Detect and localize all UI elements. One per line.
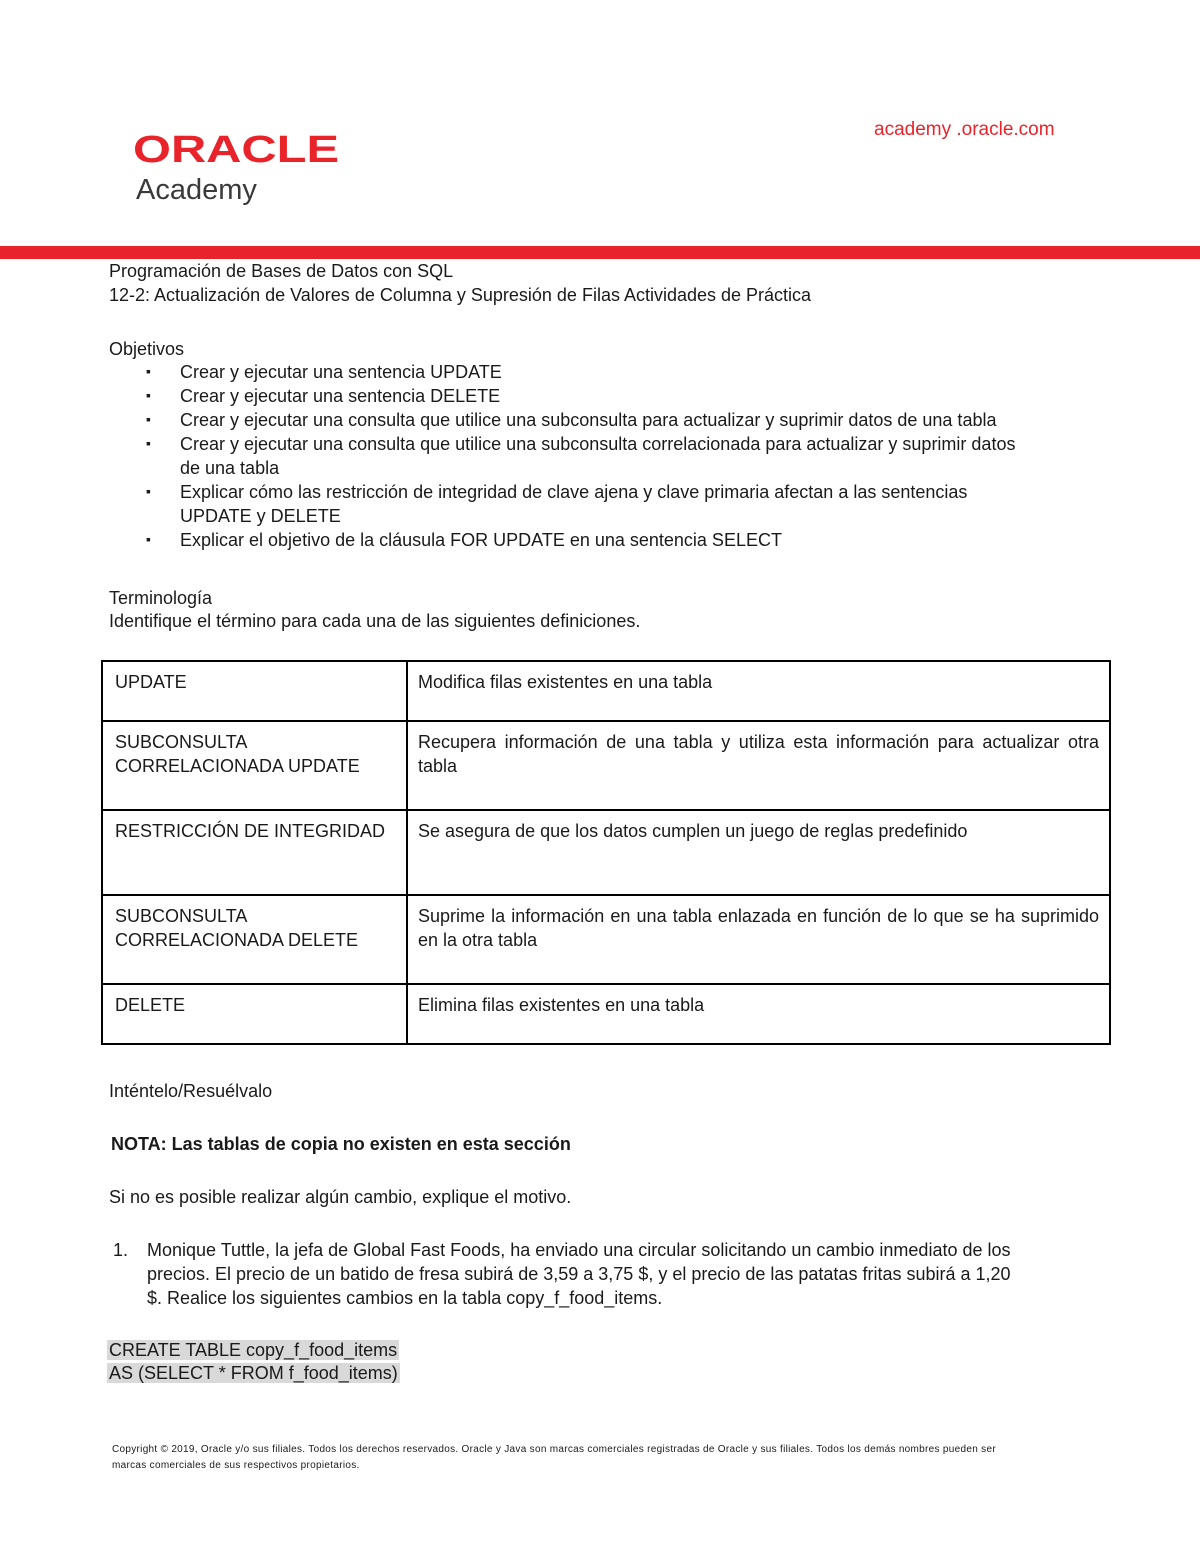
- terminology-table: [101, 660, 1111, 1045]
- table-row: [102, 895, 1110, 984]
- definition-cell: Elimina filas existentes en una tabla: [407, 984, 1110, 1044]
- practice-heading: Inténtelo/Resuélvalo: [109, 1081, 273, 1101]
- copyright-line: marcas comerciales de sus respectivos propietarios.: [112, 1460, 360, 1471]
- objective-item: Explicar el objetivo de la cláusula FOR UPDATE en una sentencia SELECT: [180, 530, 782, 550]
- oracle-logo-word: ORACLE: [133, 131, 339, 171]
- definition-cell: Modifica filas existentes en una tabla: [407, 661, 1110, 721]
- term-answer-cell[interactable]: SUBCONSULTA CORRELACIONADA DELETE: [102, 895, 407, 984]
- table-row: [102, 721, 1110, 810]
- term-answer-cell[interactable]: RESTRICCIÓN DE INTEGRIDAD: [102, 810, 407, 895]
- objective-item: Crear y ejecutar una consulta que utilice una subconsulta correlacionada para actualizar y suprimir datos: [180, 434, 1016, 454]
- terminology-instruction: Identifique el término para cada una de las siguientes definiciones.: [109, 611, 641, 631]
- practice-instruction: Si no es posible realizar algún cambio, explique el motivo.: [109, 1187, 572, 1207]
- lesson-title: 12-2: Actualización de Valores de Columna y Supresión de Filas Actividades de Práctica: [109, 285, 812, 305]
- objective-item-continued: UPDATE y DELETE: [180, 506, 341, 526]
- note-text: NOTA: Las tablas de copia no existen en esta sección: [111, 1134, 571, 1154]
- definition-cell: Recupera información de una tabla y utiliza esta información para actualizar otra tabla: [407, 721, 1110, 810]
- objective-item: Crear y ejecutar una sentencia UPDATE: [180, 362, 502, 382]
- table-row: [102, 810, 1110, 895]
- objective-item: Crear y ejecutar una consulta que utilice una subconsulta para actualizar y suprimir datos de una tabla: [180, 410, 997, 430]
- terminology-heading: Terminología: [109, 588, 213, 608]
- term-answer-cell[interactable]: UPDATE: [102, 661, 407, 721]
- code-line: AS (SELECT * FROM f_food_items): [109, 1363, 398, 1383]
- copyright-line: Copyright © 2019, Oracle y/o sus filiales. Todos los derechos reservados. Oracle y Java son marcas comerciales registradas de Oracle y sus filiales. Todos los demás nombres pueden ser: [112, 1444, 996, 1455]
- bullet-icon: ▪: [146, 483, 151, 499]
- question-line: $. Realice los siguientes cambios en la tabla copy_f_food_items.: [147, 1288, 663, 1308]
- question-line: precios. El precio de un batido de fresa subirá de 3,59 a 3,75 $, y el precio de las patatas fritas subirá a 1,20: [147, 1264, 1011, 1284]
- bullet-icon: ▪: [146, 387, 151, 403]
- question-line: Monique Tuttle, la jefa de Global Fast Foods, ha enviado una circular solicitando un cambio inmediato de los: [147, 1240, 1011, 1260]
- objective-item: Crear y ejecutar una sentencia DELETE: [180, 386, 501, 406]
- course-title: Programación de Bases de Datos con SQL: [109, 261, 454, 281]
- objective-item-continued: de una tabla: [180, 458, 280, 478]
- objectives-heading: Objetivos: [109, 339, 185, 359]
- term-answer-cell[interactable]: SUBCONSULTA CORRELACIONADA UPDATE: [102, 721, 407, 810]
- table-row: [102, 661, 1110, 721]
- code-line: CREATE TABLE copy_f_food_items: [109, 1340, 398, 1360]
- bullet-icon: ▪: [146, 411, 151, 427]
- oracle-academy-logo: [133, 131, 348, 211]
- bullet-icon: ▪: [146, 363, 151, 379]
- table-row: [102, 984, 1110, 1044]
- definition-cell: Se asegura de que los datos cumplen un juego de reglas predefinido: [407, 810, 1110, 895]
- question-number: 1.: [113, 1240, 129, 1260]
- copyright-footer: [112, 1442, 1107, 1474]
- bullet-icon: ▪: [146, 435, 151, 451]
- academy-logo-word: Academy: [136, 174, 257, 206]
- term-answer-cell[interactable]: DELETE: [102, 984, 407, 1044]
- definition-cell: Suprime la información en una tabla enlazada en función de lo que se ha suprimido en la otra tabla: [407, 895, 1110, 984]
- bullet-icon: ▪: [146, 531, 151, 547]
- header-red-bar: [0, 246, 1200, 259]
- objective-item: Explicar cómo las restricción de integridad de clave ajena y clave primaria afectan a las sentencias: [180, 482, 968, 502]
- code-block: [107, 1339, 400, 1385]
- site-url: academy .oracle.com: [874, 119, 1055, 140]
